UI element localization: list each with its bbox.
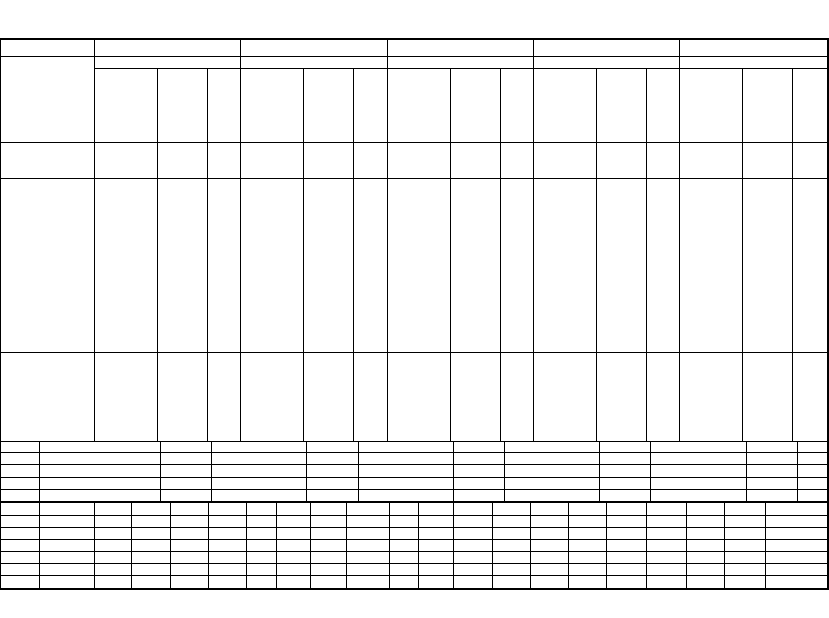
grid-line	[500, 68, 501, 441]
grid-line	[0, 563, 829, 564]
grid-line	[596, 68, 597, 441]
grid-line	[646, 503, 647, 588]
grid-line	[746, 441, 747, 501]
grid-line	[306, 441, 307, 501]
grid-line	[310, 503, 311, 588]
grid-line	[0, 56, 829, 57]
grid-line	[0, 489, 829, 490]
grid-line	[453, 441, 454, 501]
grid-line	[0, 464, 829, 465]
grid-line	[827, 503, 828, 588]
grid-line	[0, 501, 829, 503]
grid-line	[0, 38, 1, 590]
grid-line	[742, 68, 743, 441]
grid-line	[650, 441, 651, 501]
grid-line	[686, 503, 687, 588]
grid-line	[504, 441, 505, 501]
grid-line	[0, 575, 829, 576]
grid-line	[0, 477, 829, 478]
grid-line	[94, 503, 95, 588]
grid-line	[303, 68, 304, 441]
grid-line	[346, 503, 347, 588]
grid-line	[797, 441, 798, 501]
grid-line	[568, 503, 569, 588]
grid-line	[246, 503, 247, 588]
grid-line	[0, 178, 829, 179]
grid-line	[131, 503, 132, 588]
grid-line	[765, 503, 766, 588]
grid-line	[0, 588, 829, 590]
grid-line	[606, 503, 607, 588]
grid-line	[39, 441, 40, 501]
grid-line	[533, 38, 534, 441]
grid-line	[353, 68, 354, 441]
page-title	[0, 6, 829, 26]
grid-line	[208, 503, 209, 588]
grid-line	[94, 38, 95, 440]
grid-line	[39, 503, 40, 588]
grid-line	[211, 441, 212, 501]
grid-line	[724, 503, 725, 588]
grid-line	[646, 68, 647, 441]
grid-line	[389, 503, 390, 588]
grid-line	[0, 38, 829, 40]
grid-line	[94, 68, 827, 69]
grid-line	[387, 38, 388, 441]
grid-line	[418, 503, 419, 588]
grid-line	[240, 38, 241, 441]
grid-line	[358, 441, 359, 501]
grid-line	[207, 68, 208, 441]
grid-line	[276, 503, 277, 588]
grid-line	[0, 527, 829, 528]
grid-line	[0, 515, 829, 516]
grid-line	[599, 441, 600, 501]
grid-line	[160, 441, 161, 501]
grid-line	[450, 68, 451, 441]
grid-line	[157, 68, 158, 441]
grid-line	[0, 539, 829, 540]
grid-line	[0, 441, 829, 442]
grid-line	[792, 68, 793, 441]
grid-line	[530, 503, 531, 588]
grid-line	[0, 551, 829, 552]
grid-line	[0, 142, 829, 143]
grid-line	[0, 352, 829, 353]
grid-line	[0, 452, 829, 453]
grid-line	[679, 38, 680, 441]
grid-line	[492, 503, 493, 588]
grid-line	[170, 503, 171, 588]
grid-line	[453, 503, 454, 588]
